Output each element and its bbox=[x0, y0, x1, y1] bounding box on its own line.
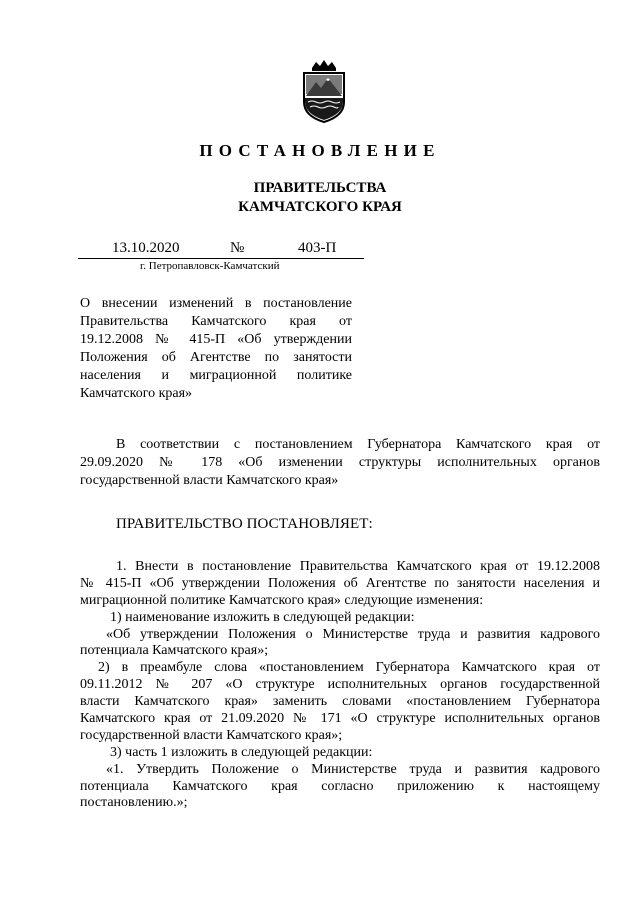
issuing-authority bbox=[0, 179, 640, 217]
body-line: 3) часть 1 изложить в следующей редакции: bbox=[110, 744, 373, 760]
document-type: ПОСТАНОВЛЕНИЕ bbox=[199, 141, 441, 160]
basis-line: 29.09.2020 № 178 «Об изменении структуры исполнительных органов bbox=[80, 455, 600, 470]
body-line: 09.11.2012 № 207 «О структуре исполнительных органов государственной bbox=[80, 677, 600, 693]
title-line: населения и миграционной политике bbox=[80, 368, 352, 383]
body-line: потенциала Камчатского края согласно приложению к настоящему bbox=[80, 778, 600, 794]
body-line: 1) наименование изложить в следующей редакции: bbox=[110, 609, 415, 625]
document-number: 403-П bbox=[298, 240, 337, 256]
title-line: 19.12.2008 № 415-П «Об утверждении bbox=[80, 332, 352, 347]
body-line: Камчатского края от 21.09.2020 № 171 «О структуре исполнительных органов bbox=[80, 711, 600, 727]
legal-basis-paragraph bbox=[80, 436, 600, 490]
body-line: «1. Утвердить Положение о Министерстве труда и развития кадрового bbox=[106, 761, 600, 777]
issuer-line-2: КАМЧАТСКОГО КРАЯ bbox=[238, 199, 402, 215]
title-line: Правительства Камчатского края от bbox=[80, 314, 352, 329]
issuer-line-1: ПРАВИТЕЛЬСТВА bbox=[253, 180, 387, 196]
coat-of-arms-icon bbox=[300, 58, 348, 124]
body-line: 1. Внести в постановление Правительства Камчатского края от 19.12.2008 bbox=[116, 559, 600, 574]
title-line: Камчатского края» bbox=[80, 386, 193, 401]
basis-line: государственной власти Камчатского края» bbox=[80, 473, 339, 488]
date-number-line bbox=[78, 240, 364, 259]
title-line: О внесении изменений в постановление bbox=[80, 296, 352, 311]
body-line: миграционной политике Камчатского края» следующие изменения: bbox=[80, 592, 484, 608]
resolution-body bbox=[80, 559, 600, 812]
body-line: потенциала Камчатского края»; bbox=[80, 643, 269, 659]
number-sign: № bbox=[230, 240, 245, 256]
document-date: 13.10.2020 bbox=[112, 240, 180, 256]
body-line: власти Камчатского края» заменить словами «постановлением Губернатора bbox=[80, 694, 600, 710]
city-name: г. Петропавловск-Камчатский bbox=[140, 260, 280, 272]
basis-line: В соответствии с постановлением Губернатора Камчатского края от bbox=[116, 437, 600, 452]
body-line: «Об утверждении Положения о Министерстве труда и развития кадрового bbox=[106, 626, 600, 642]
title-line: Положения об Агентстве по занятости bbox=[80, 350, 352, 365]
body-line: 2) в преамбуле слова «постановлением Губернатора Камчатского края от bbox=[98, 660, 600, 676]
body-line: государственной власти Камчатского края»; bbox=[80, 727, 343, 743]
body-line: № 415-П «Об утверждении Положения об Агентстве по занятости населения и bbox=[80, 575, 600, 591]
body-line: постановлению.»; bbox=[80, 795, 188, 811]
document-title bbox=[80, 295, 352, 403]
resolution-heading: ПРАВИТЕЛЬСТВО ПОСТАНОВЛЯЕТ: bbox=[116, 516, 373, 532]
